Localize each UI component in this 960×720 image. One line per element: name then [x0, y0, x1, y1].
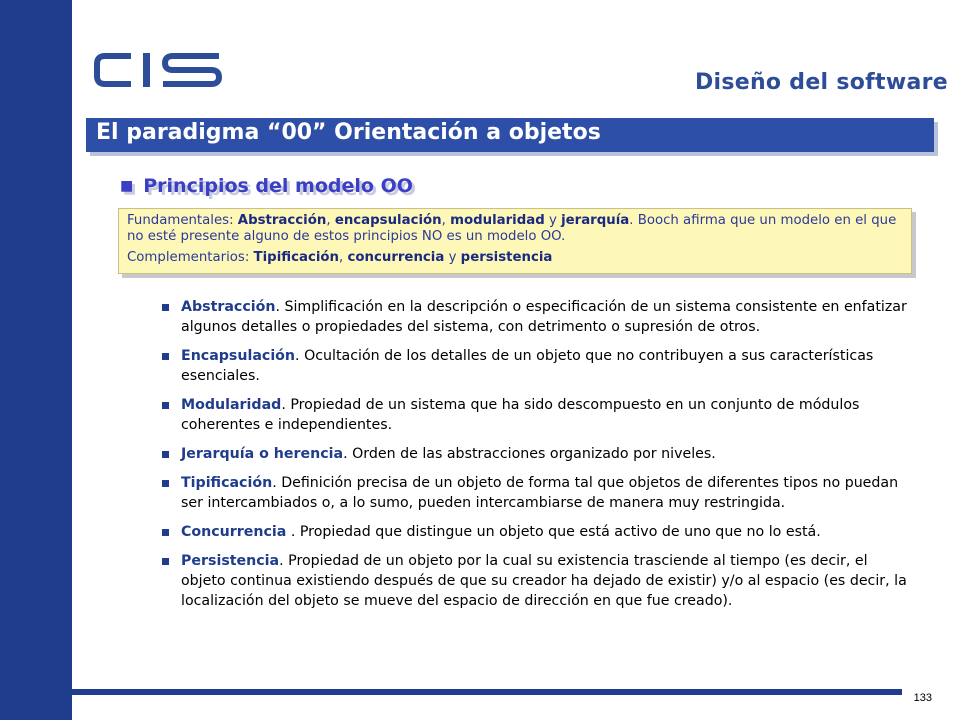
separator: , [441, 213, 451, 228]
square-bullet-icon [162, 402, 169, 409]
term-tipificacion: Tipificación [253, 250, 340, 265]
item-term: Concurrencia [181, 524, 287, 540]
item-term: Abstracción [181, 299, 276, 315]
item-text: . Simplificación en la descripción o especificación de un sistema consistente en enfatizar algunos detalles o propiedades del sistema, con detrimento o supresión de otros. [181, 299, 907, 335]
separator: y [444, 250, 461, 265]
square-bullet-icon [162, 353, 169, 360]
left-accent-bar [0, 0, 72, 720]
section-title: Diseño del software [694, 70, 948, 95]
item-text: . Propiedad de un sistema que ha sido descompuesto en un conjunto de módulos coherentes e independientes. [181, 397, 860, 433]
square-bullet-icon [162, 558, 169, 565]
term-concurrencia: concurrencia [347, 250, 445, 265]
fundamentals-line [127, 213, 903, 245]
item-term: Modularidad [181, 397, 282, 413]
principles-list [160, 297, 912, 620]
fundamentals-note: . Booch afirma que un modelo en el que no esté presente alguno de estos principios NO es un modelo OO. [127, 213, 897, 244]
separator: , [339, 250, 348, 265]
separator: y [544, 213, 562, 228]
item-term: Encapsulación [181, 348, 296, 364]
subheading-text: Principios del modelo OO [143, 175, 413, 197]
item-term: Tipificación [181, 475, 273, 491]
square-bullet-icon [162, 529, 169, 536]
list-item [160, 346, 912, 386]
slide-title: El paradigma “00” Orientación a objetos [96, 120, 601, 145]
item-term: Persistencia [181, 553, 280, 569]
square-bullet-icon [162, 480, 169, 487]
term-modularidad: modularidad [450, 213, 545, 228]
square-bullet-icon [162, 451, 169, 458]
list-item [160, 551, 912, 611]
square-bullet-icon: ■ [120, 178, 134, 194]
item-text: . Ocultación de los detalles de un objeto que no contribuyen a sus características esenciales. [181, 348, 874, 384]
list-item [160, 444, 912, 464]
fundamentals-label: Fundamentales: [127, 213, 238, 228]
square-bullet-icon [162, 304, 169, 311]
separator: , [326, 213, 335, 228]
page-number: 133 [913, 692, 932, 704]
subheading [120, 175, 413, 197]
term-abstraccion: Abstracción [237, 213, 327, 228]
item-text: . Orden de las abstracciones organizado por niveles. [343, 446, 716, 462]
complementary-label: Complementarios: [127, 250, 254, 265]
term-persistencia: persistencia [460, 250, 553, 265]
list-item [160, 522, 912, 542]
principles-box [118, 208, 912, 274]
complementary-line [127, 250, 903, 266]
item-text: . Propiedad que distingue un objeto que está activo de uno que no lo está. [286, 524, 821, 540]
item-text: . Propiedad de un objeto por la cual su existencia trasciende al tiempo (es decir, el objeto continua existiendo después de que su creador ha dejado de existir) y/o al espacio (es decir, la localización del objeto se mueve del espacio de dirección en que fue creado). [181, 553, 907, 609]
term-jerarquia: jerarquía [561, 213, 630, 228]
list-item [160, 395, 912, 435]
item-term: Jerarquía o herencia [181, 446, 344, 462]
cis-logo [93, 48, 223, 92]
footer-divider [72, 689, 902, 695]
list-item [160, 473, 912, 513]
list-item [160, 297, 912, 337]
term-encapsulacion: encapsulación [334, 213, 442, 228]
slide-title-bar [86, 118, 934, 152]
item-text: . Definición precisa de un objeto de forma tal que objetos de diferentes tipos no puedan ser intercambiados o, a lo sumo, pueden intercambiarse de manera muy restringida. [181, 475, 899, 511]
